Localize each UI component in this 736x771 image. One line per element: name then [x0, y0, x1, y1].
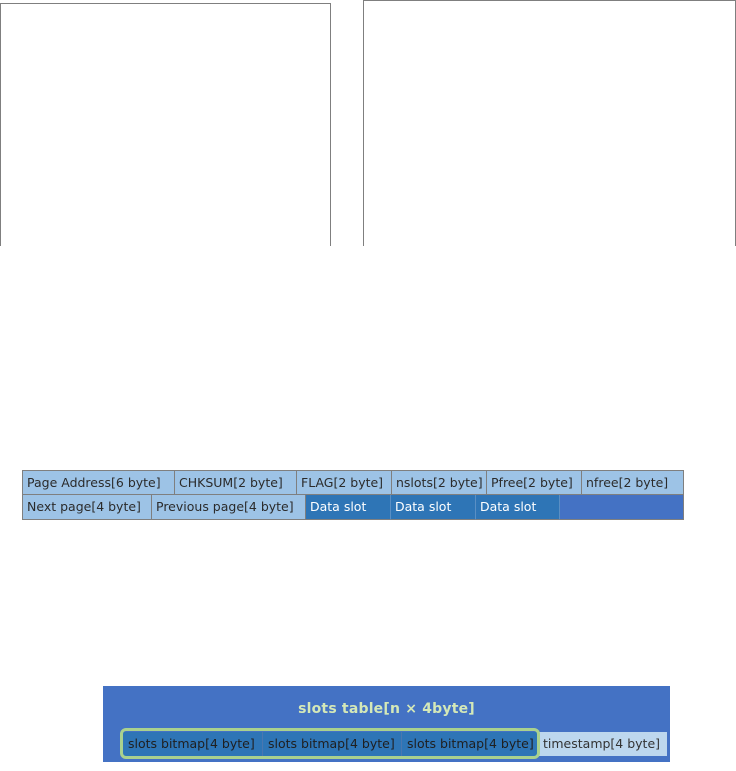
field-pfree: Pfree[2 byte]	[487, 470, 582, 495]
free-space-block	[560, 495, 684, 520]
field-page-address: Page Address[6 byte]	[22, 470, 175, 495]
data-slot-2: Data slot	[391, 495, 476, 520]
slots-table-title: slots table[n × 4byte]	[298, 701, 475, 717]
data-slot-1: Data slot	[306, 495, 391, 520]
page-header-structure	[22, 470, 684, 520]
field-nslots: nslots[2 byte]	[392, 470, 487, 495]
left-blank-frame	[0, 3, 331, 246]
slots-bitmap-cell-3: slots bitmap[4 byte]	[402, 732, 538, 756]
timestamp-cell: timestamp[4 byte]	[538, 732, 667, 756]
slots-table	[103, 686, 670, 762]
page-header-row-2	[22, 495, 684, 520]
field-chksum: CHKSUM[2 byte]	[175, 470, 297, 495]
data-slot-3: Data slot	[476, 495, 560, 520]
field-nfree: nfree[2 byte]	[582, 470, 684, 495]
field-flag: FLAG[2 byte]	[297, 470, 392, 495]
slots-table-row	[123, 732, 667, 756]
slots-bitmap-cell-2: slots bitmap[4 byte]	[263, 732, 402, 756]
right-blank-frame	[363, 0, 736, 246]
page-header-row-1	[22, 470, 684, 495]
field-previous-page: Previous page[4 byte]	[152, 495, 306, 520]
slots-bitmap-cell-1: slots bitmap[4 byte]	[123, 732, 263, 756]
field-next-page: Next page[4 byte]	[22, 495, 152, 520]
